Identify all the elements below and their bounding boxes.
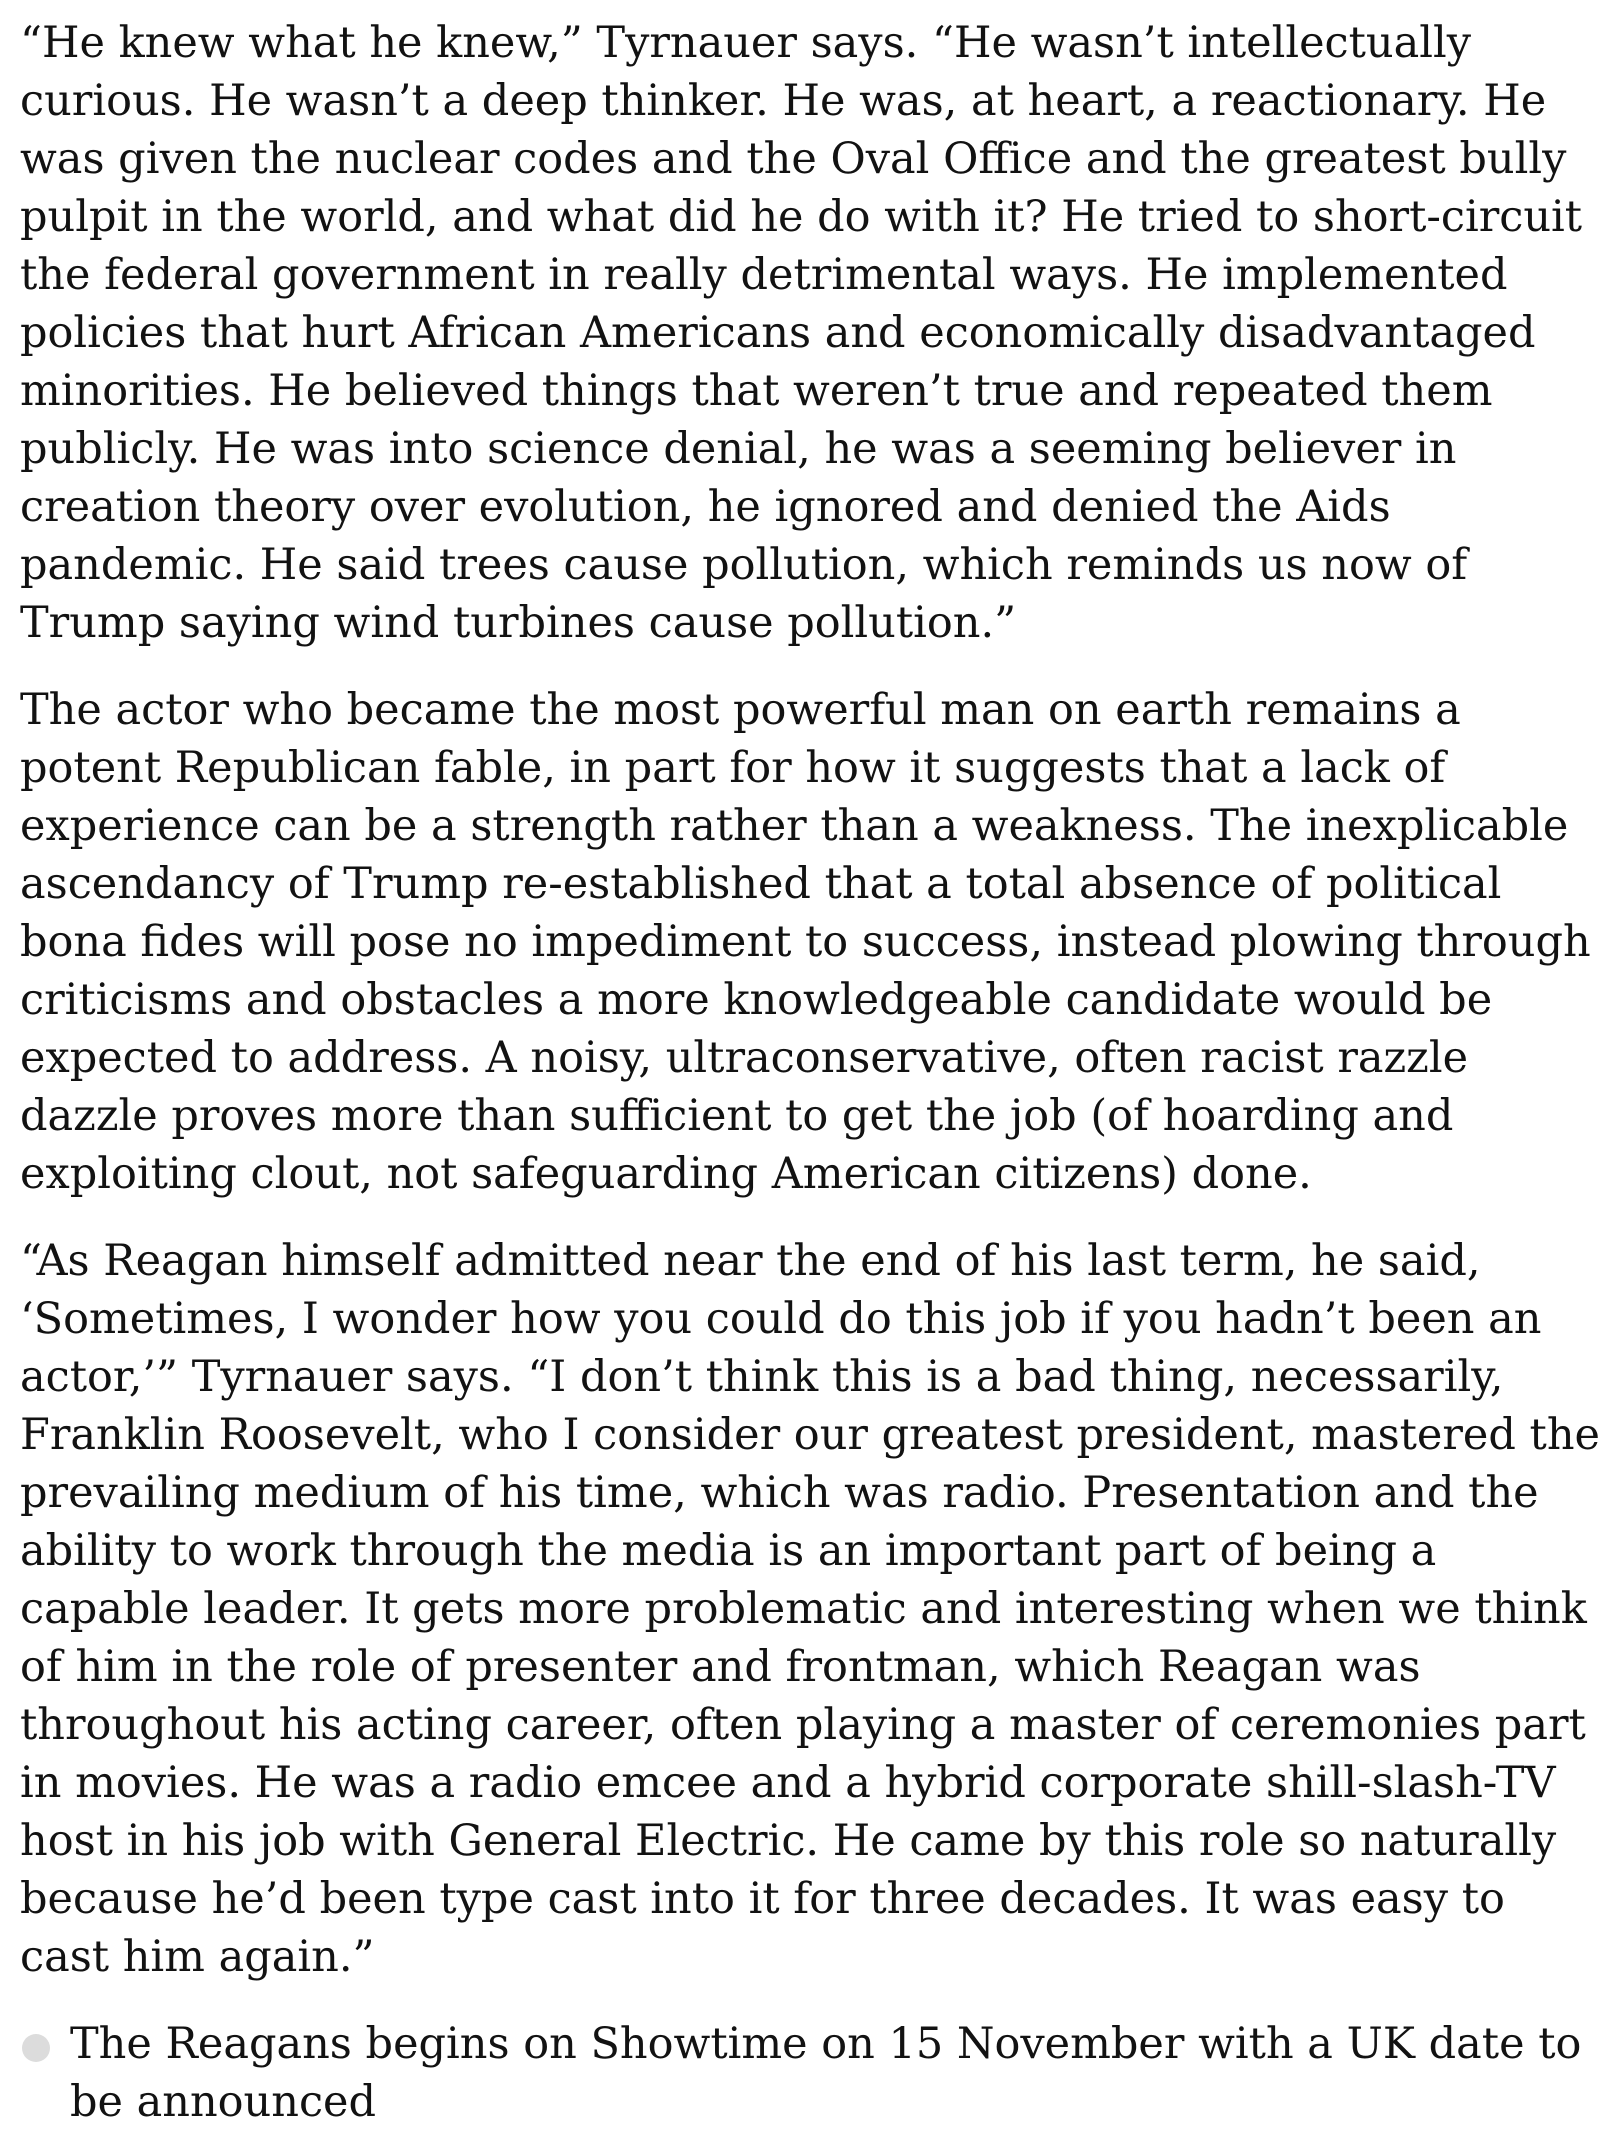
article-paragraph: The actor who became the most powerful man on earth remains a potent Republican fable, in part for how it suggests that a lack of experience can be a strength rather than a weakness. The inexplicable ascendancy of Trump re-established that a total absence of political bona fides will pose no impediment to success, instead plowing through criticisms and obstacles a more knowledgeable candidate would be expected to address. A noisy, ultraconservative, often racist razzle dazzle proves more than sufficient to get the job (of hoarding and exploiting clout, not safeguarding American citizens) done. (20, 685, 1591, 1199)
bullet-dot-icon (22, 2034, 50, 2062)
article-body (20, 14, 1600, 2131)
article-paragraph: “He knew what he knew,” Tyrnauer says. “He wasn’t intellectually curious. He wasn’t a deep thinker. He was, at heart, a reactionary. He was given the nuclear codes and the Oval Office and the greatest bully pulpit in the world, and what did he do with it? He tried to short-circuit the federal government in really detrimental ways. He implemented policies that hurt African Americans and economically disadvantaged minorities. He believed things that weren’t true and repeated them publicly. He was into science denial, he was a seeming believer in creation theory over evolution, he ignored and denied the Aids pandemic. He said trees cause pollution, which reminds us now of Trump saying wind turbines cause pollution.” (20, 18, 1583, 648)
article-paragraph: “As Reagan himself admitted near the end of his last term, he said, ‘Sometimes, I wonder how you could do this job if you hadn’t been an actor,’” Tyrnauer says. “I don’t think this is a bad thing, necessarily, Franklin Roosevelt, who I consider our greatest president, mastered the prevailing medium of his time, which was radio. Presentation and the ability to work through the media is an important part of being a capable leader. It gets more problematic and interesting when we think of him in the role of presenter and frontman, which Reagan was throughout his acting career, often playing a master of ceremonies part in movies. He was a radio emcee and a hybrid corporate shill-slash-TV host in his job with General Electric. He came by this role so naturally because he’d been type cast into it for three decades. It was easy to cast him again.” (20, 1236, 1600, 1982)
footnote-text: The Reagans begins on Showtime on 15 November with a UK date to be announced (70, 2019, 1582, 2127)
footnote (20, 2015, 1600, 2131)
